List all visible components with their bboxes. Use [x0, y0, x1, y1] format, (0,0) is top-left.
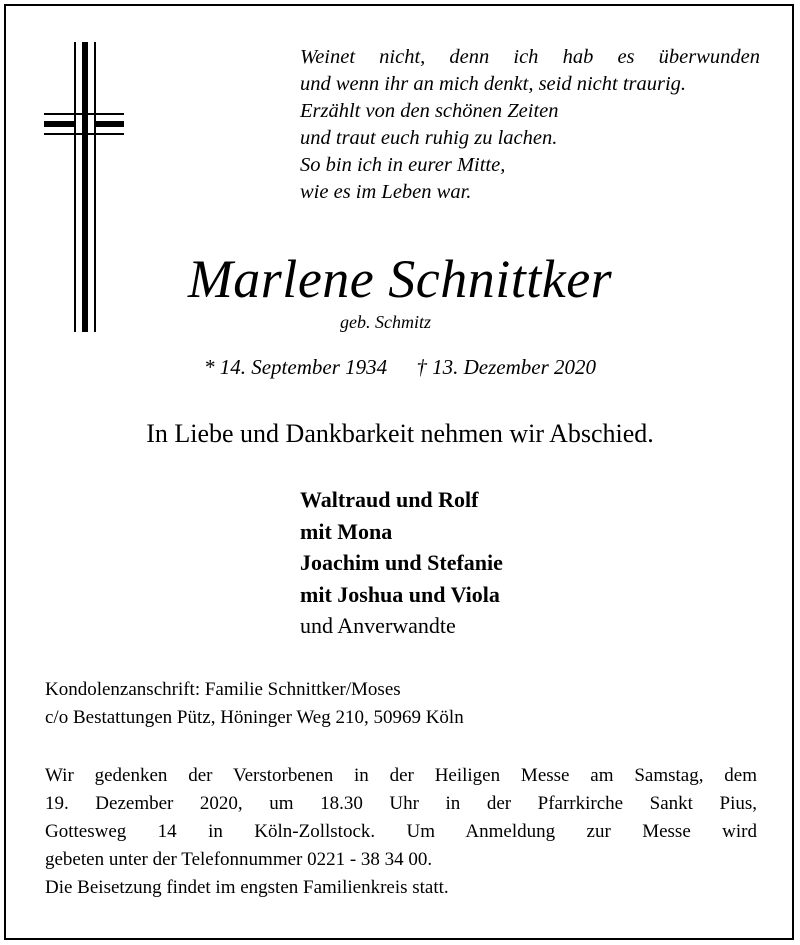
poem-line: und wenn ihr an mich denkt, seid nicht traurig. — [300, 73, 687, 95]
life-dates — [0, 355, 800, 380]
mourner-closing: und Anverwandte — [300, 613, 456, 638]
poem-line: wie es im Leben war. — [300, 181, 472, 203]
maiden-name: geb. Schmitz — [340, 312, 431, 332]
service-info — [45, 762, 757, 902]
mourner-line: Joachim und Stefanie — [300, 550, 503, 575]
mourner-line: Waltraud und Rolf — [300, 487, 479, 512]
birth-date: * 14. September 1934 — [203, 355, 388, 379]
service-line: Gottesweg 14 in Köln-Zollstock. Um Anmeldung zur Messe wird — [45, 821, 757, 842]
mourner-line: mit Joshua und Viola — [300, 581, 500, 607]
service-line: Wir gedenken der Verstorbenen in der Heiligen Messe am Samstag, dem — [45, 765, 757, 786]
poem — [300, 44, 760, 206]
service-line: Die Beisetzung findet im engsten Familienkreis statt. — [45, 877, 449, 898]
condolence-address — [45, 676, 464, 732]
condolence-line: c/o Bestattungen Pütz, Höninger Weg 210, 50969 Köln — [45, 707, 464, 728]
condolence-line: Kondolenzanschrift: Familie Schnittker/Moses — [45, 679, 401, 700]
poem-line: So bin ich in eurer Mitte, — [300, 154, 506, 176]
mourner-line: mit Mona — [300, 518, 393, 544]
poem-line: Erzählt von den schönen Zeiten — [300, 100, 559, 122]
death-date: † 13. Dezember 2020 — [416, 355, 597, 379]
service-line: gebeten unter der Telefonnummer 0221 - 38 34 00. — [45, 849, 433, 870]
service-line: 19. Dezember 2020, um 18.30 Uhr in der Pfarrkirche Sankt Pius, — [45, 793, 757, 814]
poem-line: Weinet nicht, denn ich hab es überwunden — [300, 46, 760, 68]
deceased-name: Marlene Schnittker — [187, 249, 613, 309]
mourners-list — [300, 484, 503, 642]
farewell-text: In Liebe und Dankbarkeit nehmen wir Abschied. — [146, 419, 654, 448]
poem-line: und traut euch ruhig zu lachen. — [300, 127, 558, 149]
